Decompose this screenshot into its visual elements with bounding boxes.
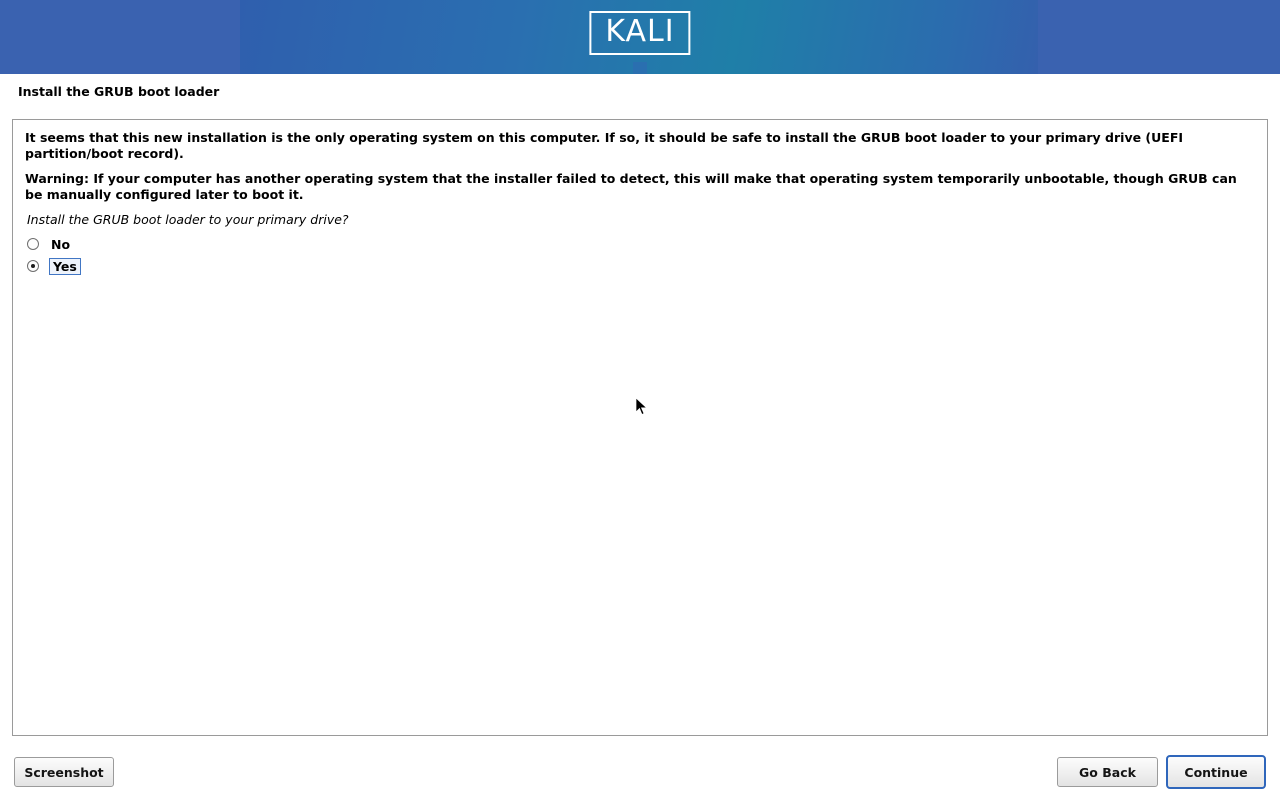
radio-option-yes[interactable] xyxy=(27,255,1255,277)
content-panel xyxy=(12,119,1268,736)
radio-option-no[interactable] xyxy=(27,233,1255,255)
warning-paragraph: Warning: If your computer has another operating system that the installer failed to detect, this will make that operating system temporarily unbootable, though GRUB can be manually configured later to boot it. xyxy=(25,171,1237,202)
radio-icon-no[interactable] xyxy=(27,238,39,250)
installer-banner xyxy=(0,0,1280,74)
kali-logo: KALI xyxy=(589,11,690,55)
continue-button[interactable]: Continue xyxy=(1166,755,1266,789)
radio-icon-yes[interactable] xyxy=(27,260,39,272)
page-title: Install the GRUB boot loader xyxy=(18,84,220,99)
info-paragraph: It seems that this new installation is the only operating system on this computer. If so, it should be safe to install the GRUB boot loader to your primary drive (UEFI partition/boot record). xyxy=(25,130,1184,161)
footer-bar xyxy=(0,752,1280,800)
go-back-button[interactable]: Go Back xyxy=(1057,757,1158,787)
radio-label-no[interactable]: No xyxy=(51,236,71,252)
content-panel-inner xyxy=(13,120,1267,277)
question-label: Install the GRUB boot loader to your primary drive? xyxy=(27,212,349,227)
kali-logo-notch xyxy=(633,62,647,74)
screenshot-button[interactable]: Screenshot xyxy=(14,757,114,787)
radio-label-yes[interactable]: Yes xyxy=(49,258,81,275)
